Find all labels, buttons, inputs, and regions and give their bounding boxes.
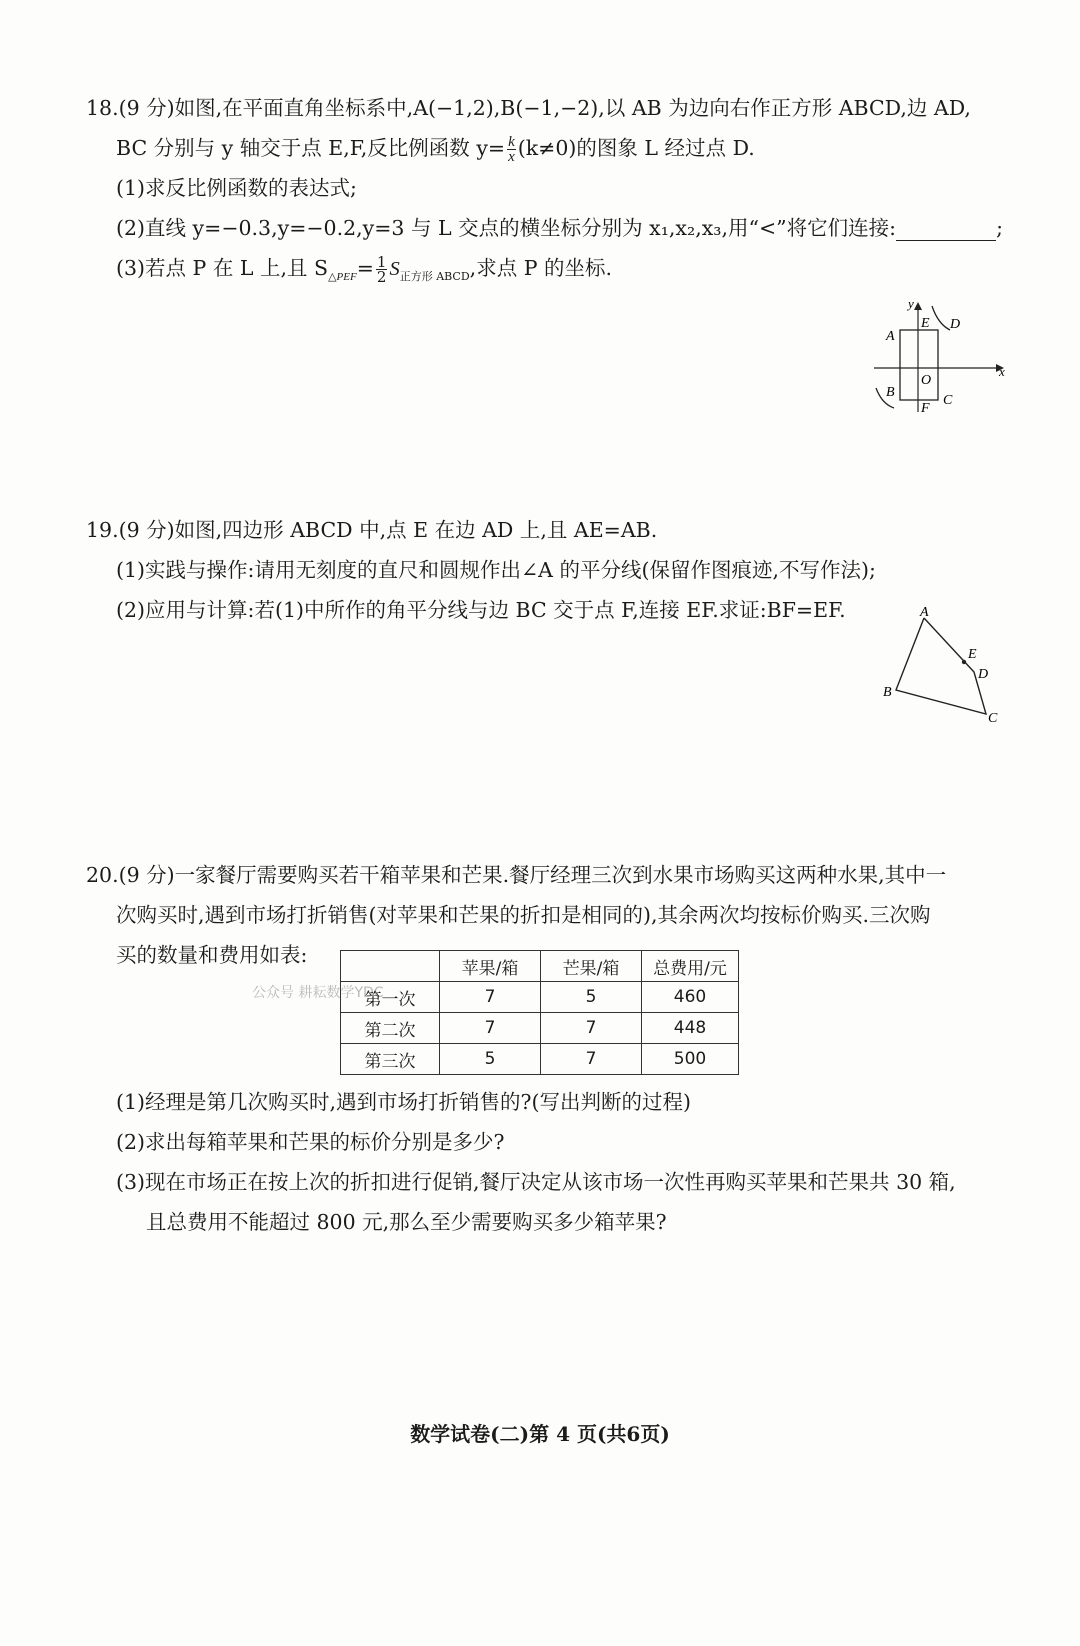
label-e: E xyxy=(968,647,977,662)
table-cell: 7 xyxy=(541,1013,642,1044)
fraction-k-over-x xyxy=(507,135,516,164)
table-cell: 7 xyxy=(440,982,541,1013)
table-cell: 5 xyxy=(541,982,642,1013)
q18-sub2 xyxy=(86,208,1016,248)
label-c: C xyxy=(988,711,998,726)
figure-19-quadrilateral xyxy=(880,606,1010,726)
figure-18-coordinate-square xyxy=(868,300,1008,420)
q19-line1: 19.(9 分)如图,四边形 ABCD 中,点 E 在边 AD 上,且 AE=AB. xyxy=(86,518,658,542)
question-19 xyxy=(86,510,1016,630)
table-cell: 第三次 xyxy=(341,1044,440,1075)
table-cell: 第二次 xyxy=(341,1013,440,1044)
table-row xyxy=(341,1044,739,1075)
fraction-one-half xyxy=(376,255,388,284)
q18-sub2-text: (2)直线 y=−0.3,y=−0.2,y=3 与 L 交点的横坐标分别为 x₁,x₂,x₃,用“<”将它们连接: xyxy=(116,216,897,240)
label-x: x xyxy=(999,364,1005,379)
q18-sub3-sub2: 正方形 ABCD xyxy=(399,270,470,284)
q18-sub3-a: (3)若点 P 在 L 上,且 S xyxy=(116,256,329,280)
q20-line3: 买的数量和费用如表: xyxy=(116,943,308,967)
q18-sub3-sub1: △PEF xyxy=(328,271,357,284)
table-cell: 5 xyxy=(440,1044,541,1075)
table-header-row xyxy=(341,951,739,982)
q18-sub1: (1)求反比例函数的表达式; xyxy=(116,176,357,200)
table-row xyxy=(341,1013,739,1044)
label-a: A xyxy=(886,329,895,344)
q20-sub3-b: 且总费用不能超过 800 元,那么至少需要购买多少箱苹果? xyxy=(146,1210,667,1234)
label-d: D xyxy=(950,317,961,332)
frac-num: k xyxy=(508,134,515,150)
label-o: O xyxy=(921,373,932,388)
frac-den: x xyxy=(508,149,515,165)
q18-sub3-eq: = xyxy=(356,256,374,280)
q18-line2-a: BC 分别与 y 轴交于点 E,F,反比例函数 y= xyxy=(116,136,506,160)
quadrilateral-abcd xyxy=(896,618,989,714)
label-f: F xyxy=(921,401,930,416)
q18-line2-b: (k≠0)的图象 L 经过点 D. xyxy=(517,136,755,160)
label-y: y xyxy=(908,300,914,311)
table-cell: 7 xyxy=(541,1044,642,1075)
page-footer: 数学试卷(二)第 4 页(共6页) xyxy=(410,1422,670,1446)
table-cell: 448 xyxy=(642,1013,739,1044)
q20-line1: 20.(9 分)一家餐厅需要购买若干箱苹果和芒果.餐厅经理三次到水果市场购买这两种水果,其中一 xyxy=(86,863,947,887)
q20-sub2: (2)求出每箱苹果和芒果的标价分别是多少? xyxy=(116,1130,505,1154)
purchase-table xyxy=(340,950,739,1075)
label-a: A xyxy=(920,606,929,620)
question-20-parts xyxy=(86,1082,1016,1242)
table-row xyxy=(341,982,739,1013)
q18-sub3 xyxy=(86,248,1016,297)
question-18 xyxy=(86,88,1016,297)
q18-sub2-end: ; xyxy=(996,216,1003,240)
hyperbola-branch-1 xyxy=(932,306,950,330)
q19-sub1: (1)实践与操作:请用无刻度的直尺和圆规作出∠A 的平分线(保留作图痕迹,不写作法); xyxy=(116,558,876,582)
table-cell: 500 xyxy=(642,1044,739,1075)
q18-line2 xyxy=(86,128,1016,168)
table-header: 苹果/箱 xyxy=(440,951,541,982)
answer-blank[interactable] xyxy=(896,218,996,241)
q19-sub2: (2)应用与计算:若(1)中所作的角平分线与边 BC 交于点 F,连接 EF.求证:BF=EF. xyxy=(116,598,846,622)
table-cell: 7 xyxy=(440,1013,541,1044)
table-header xyxy=(341,951,440,982)
table-cell: 第一次 xyxy=(341,982,440,1013)
q20-sub1: (1)经理是第几次购买时,遇到市场打折销售的?(写出判断的过程) xyxy=(116,1090,692,1114)
q18-line1: 18.(9 分)如图,在平面直角坐标系中,A(−1,2),B(−1,−2),以 AB 为边向右作正方形 ABCD,边 AD, xyxy=(86,96,971,120)
label-b: B xyxy=(883,685,892,700)
square-abcd xyxy=(900,330,938,400)
half-den: 2 xyxy=(376,268,387,286)
point-e xyxy=(962,660,966,664)
q20-sub3-a: (3)现在市场正在按上次的折扣进行促销,餐厅决定从该市场一次性再购买苹果和芒果共 30 箱, xyxy=(116,1170,956,1194)
label-d: D xyxy=(978,667,989,682)
table-cell: 460 xyxy=(642,982,739,1013)
watermark: 公众号 耕耘数学YDC xyxy=(252,985,384,1001)
y-axis-arrow-icon xyxy=(914,302,922,310)
label-b: B xyxy=(886,385,895,400)
label-c: C xyxy=(943,393,953,408)
q18-sub3-s: S xyxy=(389,258,400,280)
half-num: 1 xyxy=(376,253,387,271)
table-header: 芒果/箱 xyxy=(541,951,642,982)
label-e: E xyxy=(921,316,930,331)
table-header: 总费用/元 xyxy=(642,951,739,982)
q20-line2: 次购买时,遇到市场打折销售(对苹果和芒果的折扣是相同的),其余两次均按标价购买.三次购 xyxy=(116,903,931,927)
q18-sub3-b: ,求点 P 的坐标. xyxy=(469,256,613,280)
